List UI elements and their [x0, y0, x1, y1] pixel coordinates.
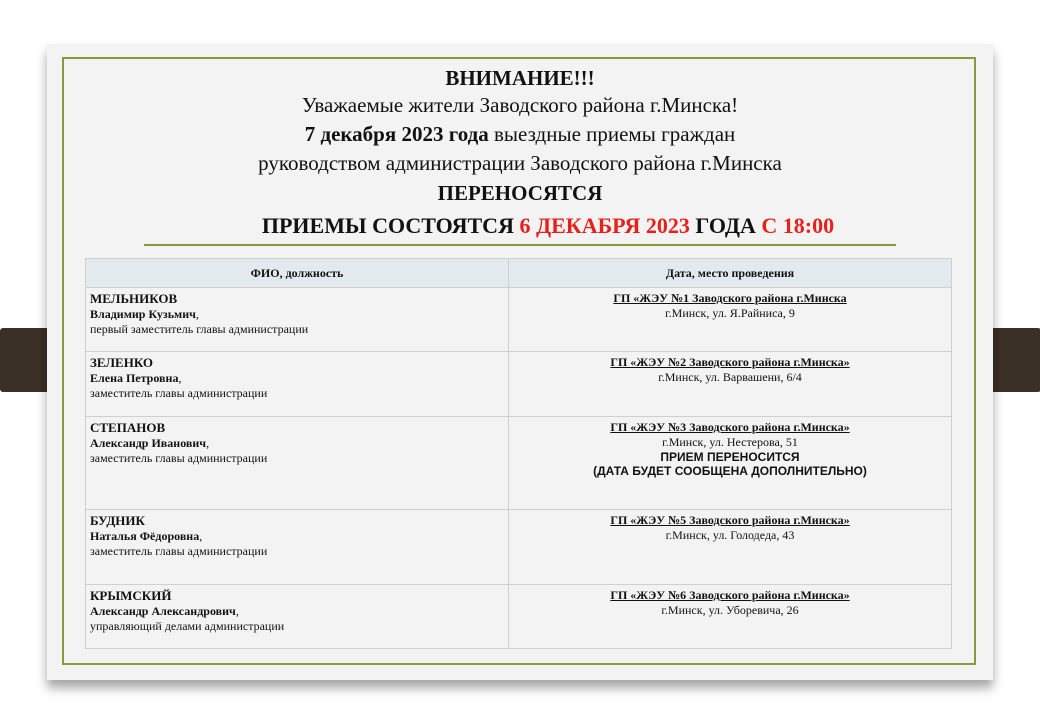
new-date-line	[75, 213, 1021, 239]
date-line	[47, 122, 993, 147]
place-cell	[509, 417, 952, 510]
divider-rule	[144, 244, 896, 246]
person-cell	[86, 417, 509, 510]
surname: СТЕПАНОВ	[90, 420, 166, 435]
postponed-note: ПРИЕМ ПЕРЕНОСИТСЯ	[660, 450, 800, 464]
place-name: ГП «ЖЭУ №6 Заводского района г.Минска»	[610, 588, 850, 602]
schedule-table	[85, 258, 952, 649]
fullname-comma: ,	[178, 371, 182, 385]
announcement-slide	[47, 44, 993, 680]
table-row	[86, 510, 952, 585]
table-row	[86, 417, 952, 510]
place-address: г.Минск, ул. Варвашени, 6/4	[658, 370, 802, 384]
new-date-a: ПРИЕМЫ СОСТОЯТСЯ	[261, 213, 520, 238]
fullname-comma: ,	[199, 529, 203, 543]
new-date-c: ГОДА	[689, 213, 762, 238]
surname: КРЫМСКИЙ	[90, 588, 172, 603]
place-cell	[509, 352, 952, 417]
surname: МЕЛЬНИКОВ	[90, 291, 178, 306]
organizer-line: руководством администрации Заводского района г.Минска	[258, 151, 782, 175]
fullname: Александр Александрович	[90, 604, 236, 618]
postponed-line: ПЕРЕНОСЯТСЯ	[437, 181, 603, 205]
place-name: ГП «ЖЭУ №2 Заводского района г.Минска»	[610, 355, 850, 369]
place-address: г.Минск, ул. Уборевича, 26	[661, 603, 799, 617]
position: заместитель главы администрации	[90, 386, 268, 400]
position: первый заместитель главы администрации	[90, 322, 309, 336]
person-cell	[86, 352, 509, 417]
fullname-comma: ,	[235, 604, 239, 618]
new-date-d: С 18:00	[761, 213, 835, 238]
fullname-comma: ,	[206, 436, 210, 450]
position: заместитель главы администрации	[90, 451, 268, 465]
place-cell	[509, 510, 952, 585]
postponed-note-detail: (ДАТА БУДЕТ СООБЩЕНА ДОПОЛНИТЕЛЬНО)	[593, 464, 867, 478]
person-cell	[86, 510, 509, 585]
fullname: Наталья Фёдоровна	[90, 529, 200, 543]
place-address: г.Минск, ул. Я.Райниса, 9	[665, 306, 795, 320]
fullname-comma: ,	[195, 307, 199, 321]
place-cell	[509, 288, 952, 352]
place-name: ГП «ЖЭУ №5 Заводского района г.Минска»	[610, 513, 850, 527]
surname: БУДНИК	[90, 513, 145, 528]
date-bold: 7 декабря 2023 года	[304, 122, 489, 146]
table-header-row	[86, 259, 952, 288]
greeting-line: Уважаемые жители Заводского района г.Минска!	[301, 93, 739, 117]
person-cell	[86, 585, 509, 649]
col-header-name: ФИО, должность	[86, 259, 509, 288]
table-row	[86, 288, 952, 352]
place-address: г.Минск, ул. Голодеда, 43	[665, 528, 795, 542]
fullname: Владимир Кузьмич	[90, 307, 196, 321]
table-row	[86, 585, 952, 649]
place-cell	[509, 585, 952, 649]
date-rest: выездные приемы граждан	[488, 122, 736, 146]
table-row	[86, 352, 952, 417]
position: управляющий делами администрации	[90, 619, 285, 633]
surname: ЗЕЛЕНКО	[90, 355, 154, 370]
fullname: Елена Петровна	[90, 371, 179, 385]
new-date-b: 6 ДЕКАБРЯ 2023	[519, 213, 690, 238]
place-address: г.Минск, ул. Нестерова, 51	[662, 435, 798, 449]
position: заместитель главы администрации	[90, 544, 268, 558]
person-cell	[86, 288, 509, 352]
attention-title: ВНИМАНИЕ!!!	[445, 66, 595, 90]
place-name: ГП «ЖЭУ №1 Заводского района г.Минска	[613, 291, 847, 305]
fullname: Александр Иванович	[90, 436, 207, 450]
col-header-place: Дата, место проведения	[509, 259, 952, 288]
place-name: ГП «ЖЭУ №3 Заводского района г.Минска»	[610, 420, 850, 434]
